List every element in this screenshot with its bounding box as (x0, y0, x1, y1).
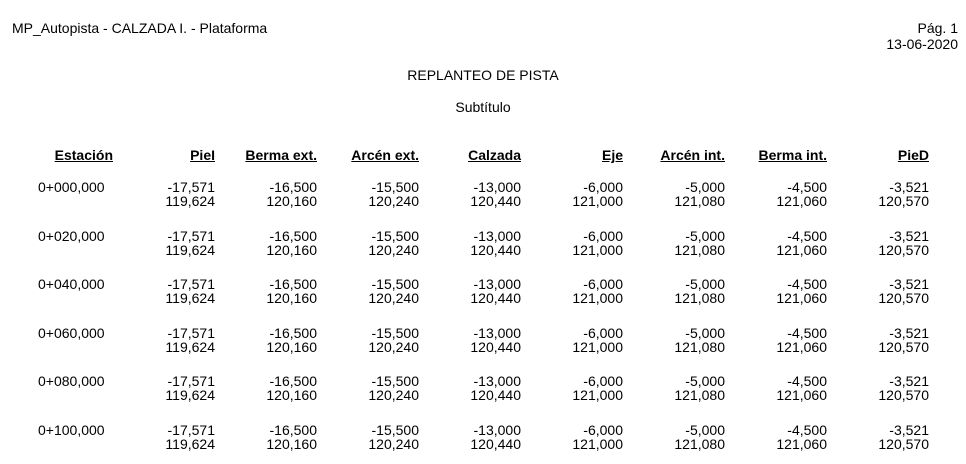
offset-cell: -5,000 (685, 227, 725, 244)
offset-cell: -4,500 (787, 324, 827, 341)
elevation-cell: 121,060 (776, 290, 827, 307)
column-header: Arcén int. (660, 147, 725, 163)
offset-cell: -16,500 (269, 324, 317, 341)
elevation-cell: 120,440 (470, 387, 521, 404)
elevation-cell: 120,160 (266, 338, 317, 355)
elevation-cell: 120,440 (470, 436, 521, 452)
elevation-cell: 120,240 (368, 241, 419, 258)
offset-cell: -15,500 (371, 276, 419, 293)
column-header: PieI (190, 147, 215, 163)
elevation-cell: 121,080 (674, 241, 725, 258)
offset-cell: -15,500 (371, 422, 419, 438)
offset-cell: -6,000 (583, 324, 623, 341)
offset-cell: -16,500 (269, 227, 317, 244)
offset-cell: -15,500 (371, 179, 419, 195)
elevation-cell: 119,624 (165, 387, 215, 404)
elevation-cell: 120,240 (368, 436, 419, 452)
offset-cell: -6,000 (583, 373, 623, 390)
offset-cell: -5,000 (685, 179, 725, 195)
offset-cell: -13,000 (473, 373, 521, 390)
elevation-cell: 121,060 (776, 193, 827, 209)
offset-cell: -4,500 (787, 179, 827, 195)
offset-cell: -3,521 (889, 179, 929, 195)
offset-cell: -5,000 (685, 373, 725, 390)
offset-cell: -6,000 (583, 276, 623, 293)
elevation-cell: 121,000 (572, 387, 623, 404)
column-header: Estación (54, 147, 113, 163)
offset-cell: -16,500 (269, 422, 317, 438)
elevation-cell: 121,000 (572, 193, 623, 209)
column-header: Arcén ext. (351, 147, 419, 163)
report-subtitle: Subtítulo (455, 99, 511, 115)
elevation-cell: 120,570 (878, 436, 929, 452)
elevation-cell: 120,570 (878, 338, 929, 355)
offset-cell: -15,500 (371, 324, 419, 341)
column-header: PieD (897, 147, 929, 163)
elevation-cell: 119,624 (165, 338, 215, 355)
column-header: Berma int. (758, 147, 827, 163)
offset-cell: -5,000 (685, 276, 725, 293)
offset-cell: -16,500 (269, 179, 317, 195)
station-cell: 0+020,000 (38, 227, 105, 244)
offset-cell: -5,000 (685, 422, 725, 438)
offset-cell: -6,000 (583, 179, 623, 195)
elevation-cell: 120,570 (878, 241, 929, 258)
offset-cell: -13,000 (473, 227, 521, 244)
station-cell: 0+100,000 (38, 422, 105, 438)
document-title: MP_Autopista - CALZADA I. - Plataforma (12, 20, 268, 36)
offset-cell: -15,500 (371, 227, 419, 244)
elevation-cell: 121,060 (776, 338, 827, 355)
offset-cell: -3,521 (889, 276, 929, 293)
offset-cell: -6,000 (583, 227, 623, 244)
offset-cell: -13,000 (473, 276, 521, 293)
offset-cell: -13,000 (473, 324, 521, 341)
report-title: REPLANTEO DE PISTA (407, 67, 559, 83)
offset-cell: -17,571 (167, 373, 215, 390)
offset-cell: -4,500 (787, 276, 827, 293)
elevation-cell: 121,000 (572, 290, 623, 307)
elevation-cell: 120,440 (470, 290, 521, 307)
elevation-cell: 121,080 (674, 338, 725, 355)
station-cell: 0+000,000 (38, 179, 105, 195)
elevation-cell: 120,160 (266, 436, 317, 452)
elevation-cell: 120,240 (368, 338, 419, 355)
print-date: 13-06-2020 (886, 36, 958, 52)
station-cell: 0+060,000 (38, 324, 105, 341)
elevation-cell: 120,160 (266, 290, 317, 307)
elevation-cell: 120,160 (266, 387, 317, 404)
elevation-cell: 120,440 (470, 338, 521, 355)
elevation-cell: 120,240 (368, 387, 419, 404)
elevation-cell: 121,080 (674, 387, 725, 404)
page-number: Pág. 1 (917, 20, 958, 36)
elevation-cell: 120,240 (368, 193, 419, 209)
offset-cell: -13,000 (473, 422, 521, 438)
offset-cell: -4,500 (787, 422, 827, 438)
elevation-cell: 120,570 (878, 193, 929, 209)
column-header: Calzada (468, 147, 521, 163)
elevation-cell: 121,000 (572, 338, 623, 355)
elevation-cell: 120,570 (878, 290, 929, 307)
offset-cell: -17,571 (167, 179, 215, 195)
elevation-cell: 121,080 (674, 436, 725, 452)
elevation-cell: 120,160 (266, 193, 317, 209)
offset-cell: -3,521 (889, 324, 929, 341)
elevation-cell: 120,240 (368, 290, 419, 307)
elevation-cell: 120,440 (470, 193, 521, 209)
station-cell: 0+080,000 (38, 373, 105, 390)
offset-cell: -17,571 (167, 422, 215, 438)
column-header: Berma ext. (245, 147, 317, 163)
elevation-cell: 121,080 (674, 193, 725, 209)
elevation-cell: 121,000 (572, 241, 623, 258)
elevation-cell: 119,624 (165, 290, 215, 307)
offset-cell: -5,000 (685, 324, 725, 341)
elevation-cell: 121,000 (572, 436, 623, 452)
elevation-cell: 121,060 (776, 387, 827, 404)
offset-cell: -3,521 (889, 373, 929, 390)
offset-cell: -4,500 (787, 373, 827, 390)
elevation-cell: 119,624 (165, 241, 215, 258)
elevation-cell: 121,060 (776, 241, 827, 258)
elevation-cell: 121,060 (776, 436, 827, 452)
offset-cell: -15,500 (371, 373, 419, 390)
elevation-cell: 119,624 (165, 436, 215, 452)
offset-cell: -17,571 (167, 324, 215, 341)
offset-cell: -13,000 (473, 179, 521, 195)
offset-cell: -4,500 (787, 227, 827, 244)
offset-cell: -17,571 (167, 276, 215, 293)
elevation-cell: 121,080 (674, 290, 725, 307)
offset-cell: -3,521 (889, 422, 929, 438)
offset-cell: -17,571 (167, 227, 215, 244)
offset-cell: -6,000 (583, 422, 623, 438)
station-cell: 0+040,000 (38, 276, 105, 293)
elevation-cell: 120,160 (266, 241, 317, 258)
offset-cell: -16,500 (269, 276, 317, 293)
elevation-cell: 120,570 (878, 387, 929, 404)
elevation-cell: 120,440 (470, 241, 521, 258)
elevation-cell: 119,624 (165, 193, 215, 209)
offset-cell: -16,500 (269, 373, 317, 390)
offset-cell: -3,521 (889, 227, 929, 244)
column-header: Eje (601, 147, 623, 163)
